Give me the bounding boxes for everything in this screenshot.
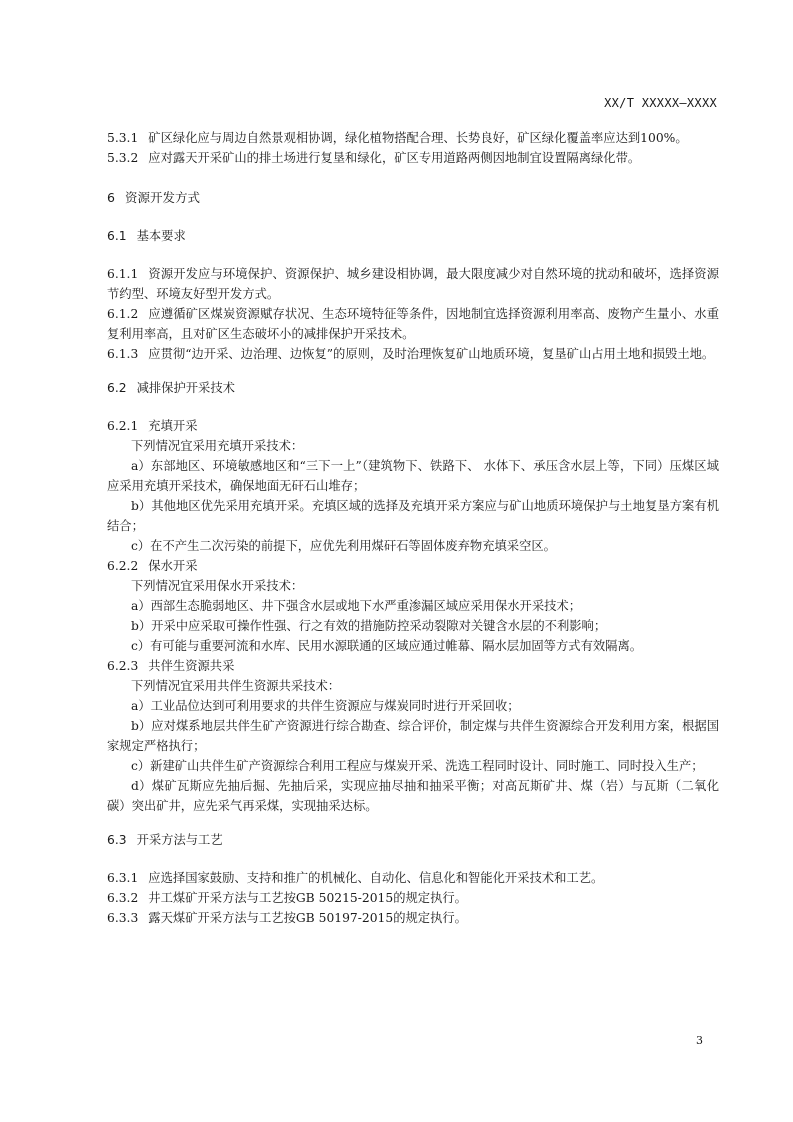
section-number: 6.1 [107, 229, 127, 243]
clause-text: 井工煤矿开采方法与工艺按GB 50215-2015的规定执行。 [148, 891, 467, 905]
list-item-a: a）东部地区、环境敏感地区和“三下一上”（建筑物下、铁路下、 水体下、承压含水层上等，下同）压煤区域应采用充填开采技术，确保地面无矸石山堆存； [107, 459, 719, 493]
clause-6-3-2 [107, 888, 719, 908]
clause-number: 5.3.1 [107, 131, 139, 145]
clause-6-2-2 [107, 556, 719, 576]
clause-text: 矿区绿化应与周边自然景观相协调，绿化植物搭配合理、长势良好，矿区绿化覆盖率应达到100%。 [148, 131, 688, 145]
subsection-heading-6-2 [107, 378, 719, 398]
clause-number: 6.3.1 [107, 871, 139, 885]
subsection-heading-6-1 [107, 226, 719, 246]
clause-6-1-3 [107, 344, 719, 364]
list-item-b: b）其他地区优先采用充填开采。充填区域的选择及充填开采方案应与矿山地质环境保护与土地复垦方案有机结合； [107, 499, 719, 533]
list-item-c: c）新建矿山共伴生矿产资源综合利用工程应与煤炭开采、洗选工程同时设计、同时施工、同时投入生产； [131, 759, 704, 773]
clause-number: 6.2.1 [107, 419, 139, 433]
clause-text: 露天煤矿开采方法与工艺按GB 50197-2015的规定执行。 [148, 911, 467, 925]
clause-number: 5.3.2 [107, 151, 139, 165]
subsection-heading-6-3 [107, 830, 719, 850]
clause-6-2-3 [107, 656, 719, 676]
clause-title: 共伴生资源共采 [148, 659, 235, 673]
clause-text: 应选择国家鼓励、支持和推广的机械化、自动化、信息化和智能化开采技术和工艺。 [148, 871, 604, 885]
clause-6-2-1 [107, 416, 719, 436]
list-item-a: a）工业品位达到可利用要求的共伴生资源应与煤炭同时进行开采回收； [131, 699, 520, 713]
clause-text: 资源开发应与环境保护、资源保护、城乡建设相协调，最大限度减少对自然环境的扰动和破坏，选择资源节约型、环境友好型开发方式。 [107, 267, 719, 301]
paragraph-intro: 下列情况宜采用充填开采技术： [131, 439, 304, 453]
list-item-d: d）煤矿瓦斯应先抽后掘、先抽后采，实现应抽尽抽和抽采平衡；对高瓦斯矿井、煤（岩）与瓦斯（二氧化碳）突出矿井，应先采气再采煤，实现抽采达标。 [107, 779, 719, 813]
section-title: 基本要求 [136, 229, 186, 243]
clause-number: 6.1.2 [107, 307, 139, 321]
clause-text: 应贯彻“边开采、边治理、边恢复”的原则，及时治理恢复矿山地质环境，复垦矿山占用土地和损毁土地。 [148, 347, 715, 361]
section-title: 减排保护开采技术 [136, 381, 235, 395]
list-item-b: b）开采中应采取可操作性强、行之有效的措施防控采动裂隙对关键含水层的不利影响； [131, 619, 607, 633]
section-title: 资源开发方式 [124, 190, 200, 205]
clause-5-3-1 [107, 128, 719, 148]
paragraph-intro: 下列情况宜采用保水开采技术： [131, 579, 304, 593]
section-heading-6 [107, 188, 719, 208]
clause-6-3-3 [107, 908, 719, 928]
clause-title: 保水开采 [148, 559, 198, 573]
clause-5-3-2 [107, 148, 719, 168]
clause-number: 6.2.3 [107, 659, 139, 673]
clause-text: 应遵循矿区煤炭资源赋存状况、生态环境特征等条件，因地制宜选择资源利用率高、废物产生量小、水重复利用率高，且对矿区生态破坏小的减排保护开采技术。 [107, 307, 719, 341]
clause-6-3-1 [107, 868, 719, 888]
clause-number: 6.1.3 [107, 347, 139, 361]
section-number: 6 [107, 190, 115, 205]
page-number: 3 [696, 1034, 703, 1047]
list-item-c: c）在不产生二次污染的前提下，应优先利用煤矸石等固体废弃物充填采空区。 [131, 539, 556, 553]
clause-title: 充填开采 [148, 419, 198, 433]
clause-text: 应对露天开采矿山的排土场进行复垦和绿化，矿区专用道路两侧因地制宜设置隔离绿化带。 [148, 151, 641, 165]
document-body [107, 128, 719, 928]
clause-number: 6.3.2 [107, 891, 139, 905]
document-id-header: XX/T XXXXX—XXXX [604, 96, 717, 110]
clause-number: 6.1.1 [107, 267, 139, 281]
clause-number: 6.3.3 [107, 911, 139, 925]
list-item-b: b）应对煤系地层共伴生矿产资源进行综合勘查、综合评价，制定煤与共伴生资源综合开发利用方案，根据国家规定严格执行； [107, 719, 719, 753]
clause-number: 6.2.2 [107, 559, 139, 573]
paragraph-intro: 下列情况宜采用共伴生资源共采技术： [131, 679, 341, 693]
clause-6-1-1 [107, 264, 719, 304]
section-title: 开采方法与工艺 [136, 833, 223, 847]
section-number: 6.3 [107, 833, 127, 847]
list-item-c: c）有可能与重要河流和水库、民用水源联通的区域应通过帷幕、隔水层加固等方式有效隔离。 [131, 639, 643, 653]
clause-6-1-2 [107, 304, 719, 344]
list-item-a: a）西部生态脆弱地区、井下强含水层或地下水严重渗漏区域应采用保水开采技术； [131, 599, 582, 613]
section-number: 6.2 [107, 381, 127, 395]
